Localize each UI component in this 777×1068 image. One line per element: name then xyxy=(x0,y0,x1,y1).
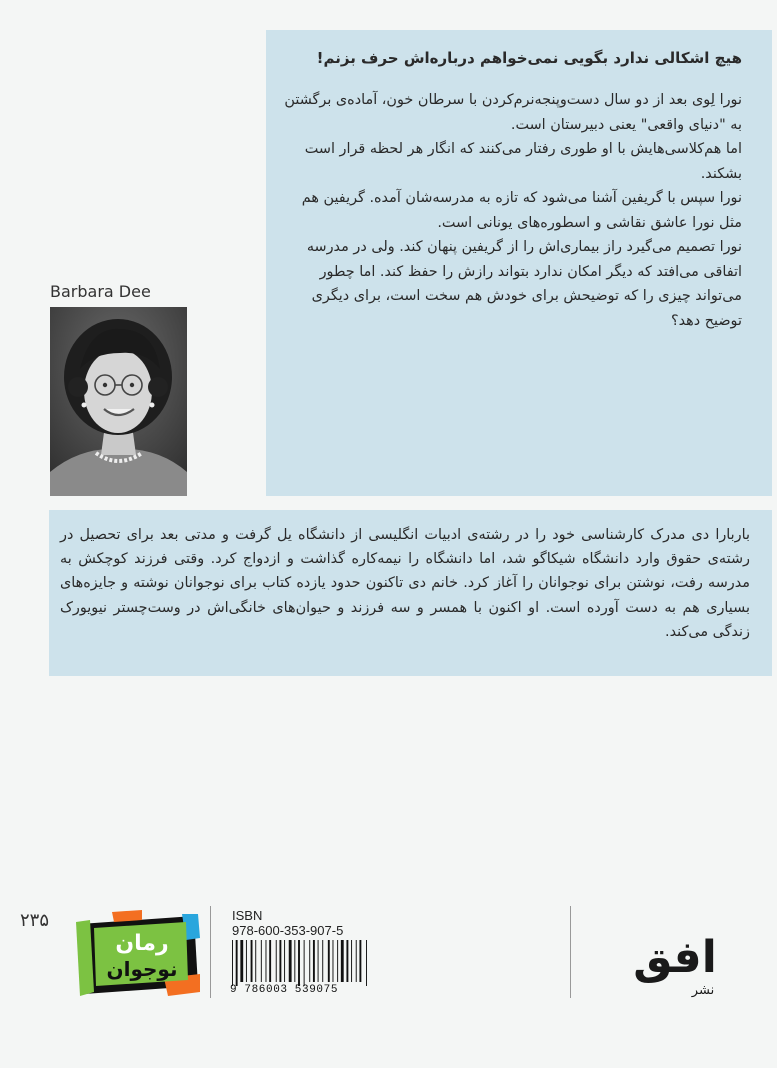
barcode-bar xyxy=(337,940,338,982)
barcode-bar xyxy=(309,940,310,982)
footer-divider xyxy=(210,906,211,998)
barcode-bar xyxy=(289,940,292,982)
barcode-bar xyxy=(232,940,233,986)
barcode-bar xyxy=(318,940,319,982)
synopsis-paragraph: نورا سپس با گریفین آشنا می‌شود که تازه به مدرسه‌شان آمده. گریفین هم مثل نورا عاشق نقاشی و اسطوره‌های یونانی است. xyxy=(301,190,742,231)
barcode-bar xyxy=(328,940,330,982)
barcode-bar xyxy=(276,940,277,982)
barcode-bar xyxy=(236,940,238,986)
series-logo-line1: رمان xyxy=(115,931,169,956)
author-bio-panel xyxy=(49,510,772,676)
barcode-bar xyxy=(356,940,357,982)
barcode-bar xyxy=(341,940,344,982)
page-count: ۲۳۵ xyxy=(20,910,50,931)
publisher-logo xyxy=(625,910,715,1000)
barcode-bar xyxy=(351,940,352,982)
isbn-number: 978-600-353-907-5 xyxy=(232,923,344,938)
barcode-bar xyxy=(322,940,323,982)
barcode-bar xyxy=(304,940,305,986)
barcode-digits: 9 786003 539075 xyxy=(230,984,339,996)
isbn-label: ISBN xyxy=(232,908,263,923)
barcode-bar xyxy=(255,940,256,982)
barcode-bar xyxy=(359,940,361,982)
roman-nojavan-logo-icon xyxy=(72,908,202,998)
synopsis-body xyxy=(282,88,742,333)
synopsis-paragraph: نورا لِوی بعد از دو سال دست‌وپنجه‌نرم‌کردن با سرطان خون، آماده‌ی برگشتن به "دنیای واقعی" یعنی دبیرستان است. xyxy=(284,92,742,133)
barcode-bar xyxy=(313,940,315,982)
synopsis-panel xyxy=(266,30,772,496)
barcode-bar xyxy=(346,940,348,982)
barcode-bar xyxy=(246,940,247,982)
author-portrait-illustration xyxy=(50,307,187,496)
synopsis-paragraph: نورا تصمیم می‌گیرد راز بیماری‌اش را از گریفین پنهان کند. ولی در مدرسه اتفاقی می‌افتد که دیگر امکان ندارد بتواند رازش را حفظ کند. اما چطور می‌تواند چیزی را که توضیحش برای خودش هم سخت است، برای دیگری توضیح دهد؟ xyxy=(306,239,742,329)
barcode-bar xyxy=(251,940,253,982)
barcode-bar xyxy=(266,940,267,982)
barcode-bar xyxy=(240,940,243,982)
barcode-bar xyxy=(269,940,271,982)
footer-divider xyxy=(570,906,571,998)
ofogh-logo-icon xyxy=(625,910,715,1000)
barcode-bar xyxy=(261,940,262,982)
barcode-bar xyxy=(294,940,295,982)
barcode-bar xyxy=(284,940,285,982)
series-logo xyxy=(72,908,202,998)
author-photo xyxy=(50,307,187,496)
synopsis-paragraph: اما هم‌کلاسی‌هایش با او طوری رفتار می‌کنند که انگار هر لحظه قرار است بشکند. xyxy=(304,141,742,182)
synopsis-title: هیچ اشکالی ندارد بگویی نمی‌خواهم درباره‌اش حرف بزنم! xyxy=(316,49,742,67)
publisher-prefix: نشر xyxy=(691,983,715,998)
barcode-bar xyxy=(279,940,281,982)
barcode-bar xyxy=(366,940,367,986)
barcode xyxy=(230,940,378,988)
author-name: Barbara Dee xyxy=(50,282,151,301)
series-logo-line2: نوجوان xyxy=(106,957,178,981)
publisher-name: افق xyxy=(633,932,715,983)
barcode-icon xyxy=(230,940,378,988)
author-bio: باربارا دی مدرک کارشناسی خود را در رشته‌ی ادبیات انگلیسی از دانشگاه یل گرفت و مدتی بعد برای تحصیل در رشته‌ی حقوق وارد دانشگاه شیکاگو شد، اما دانشگاه را نیمه‌کاره گذاشت و ازدواج کرد. وقتی فرزند کوچکش به مدرسه رفت، نوشتن برای نوجوانان را آغاز کرد. خانم دی تاکنون حدود یازده کتاب برای نوجوانان نوشته و جایزه‌های بسیاری هم به دست آورده است. او اکنون با همسر و سه فرزند و حیوان‌های خانگی‌اش در وست‌چستر نیویورک زندگی می‌کند. xyxy=(60,527,750,640)
barcode-bar xyxy=(298,940,300,986)
barcode-bar xyxy=(333,940,334,982)
